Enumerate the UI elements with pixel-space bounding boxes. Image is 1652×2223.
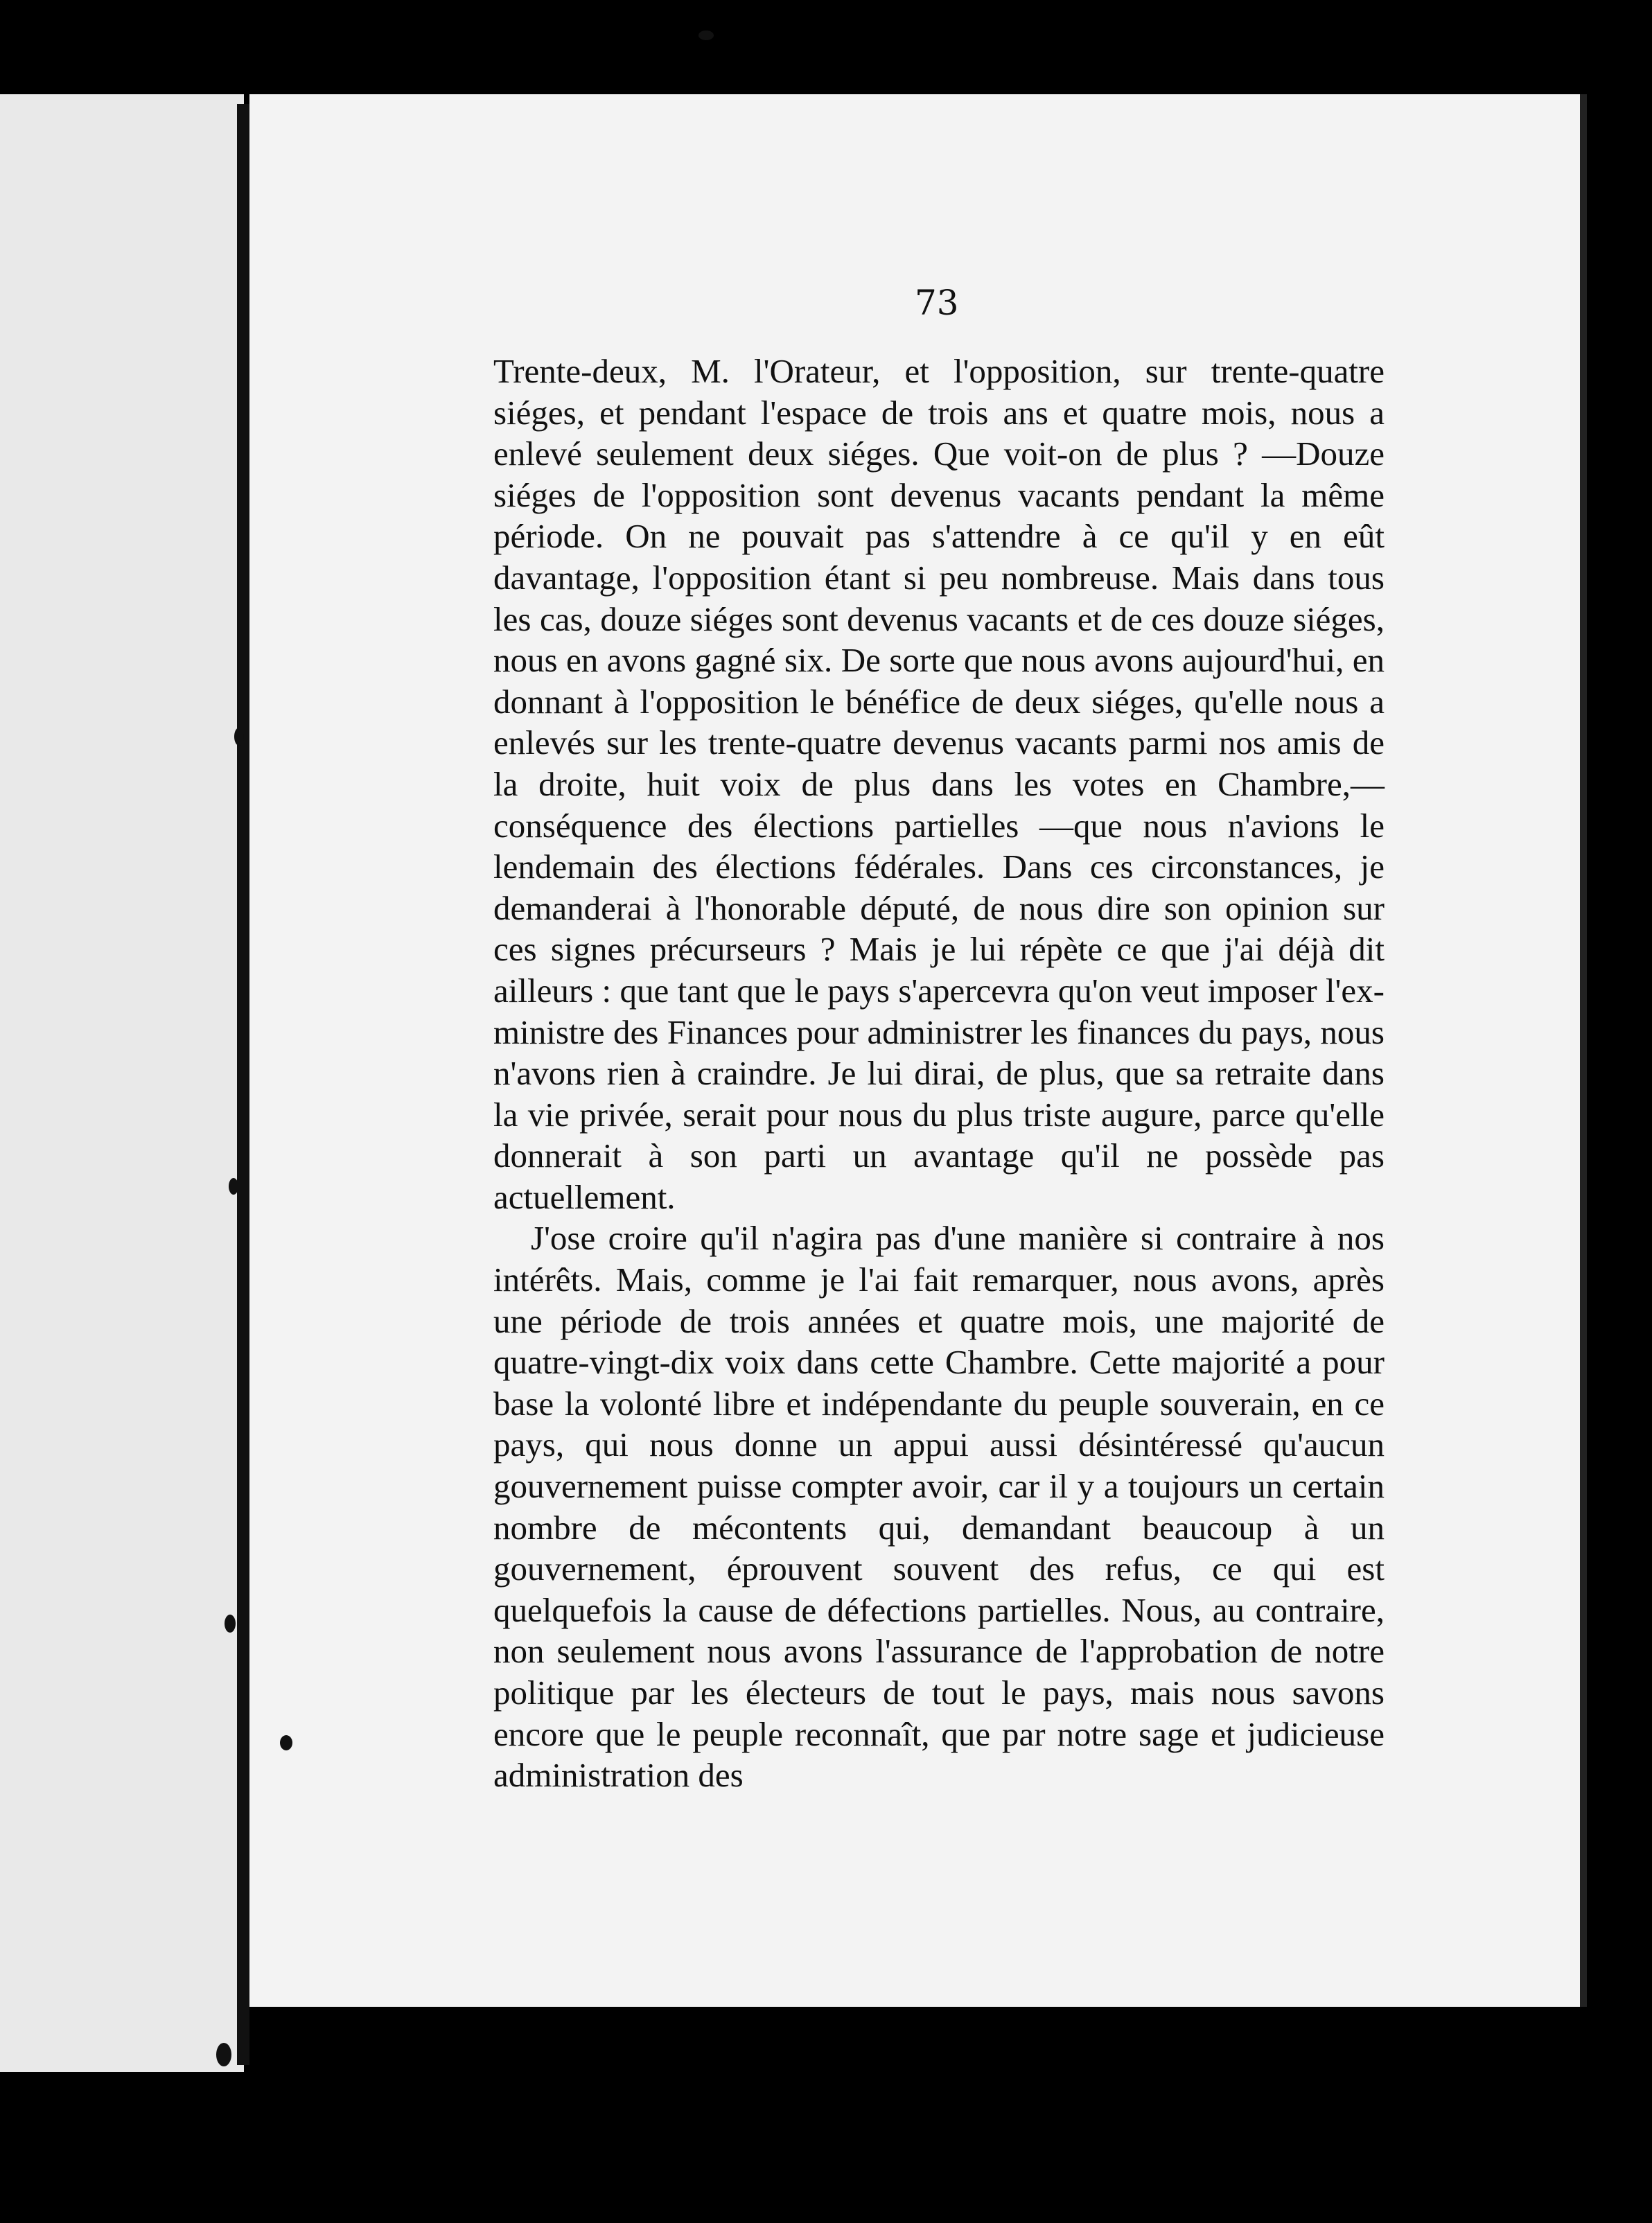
ink-speck [280,1735,292,1750]
ink-speck [229,1178,238,1195]
body-text [493,351,1385,1796]
paragraph: Trente-deux, M. l'Orateur, et l'opposition, sur trente-quatre siéges, et pendant l'espace de trois ans et quatre mois, nous a enlevé seulement deux siéges. Que voit-on de plus ? —Douze siéges de l'opposition sont devenus vacants pendant la même période. On ne pouvait pas s'attendre à ce qu'il y en eût davantage, l'opposition étant si peu nombreuse. Mais dans tous les cas, douze siéges sont devenus vacants et de ces douze siéges, nous en avons gagné six. De sorte que nous avons aujourd'hui, en donnant à l'opposition le bénéfice de deux siéges, qu'elle nous a enlevés sur les trente-quatre devenus vacants parmi nos amis de la droite, huit voix de plus dans les votes en Chambre,—conséquence des élections partielles —que nous n'avions le lendemain des élections fédérales. Dans ces circonstances, je demanderai à l'honorable député, de nous dire son opinion sur ces signes précurseurs ? Mais je lui répète ce que j'ai déjà dit ailleurs : que tant que le pays s'apercevra qu'on veut imposer l'ex-ministre des Finances pour administrer les finances du pays, nous n'avons rien à craindre. Je lui dirai, de plus, que sa retraite dans la vie privée, serait pour nous du plus triste augure, parce qu'elle donnerait à son parti un avantage qu'il ne possède pas actuellement. [493,352,1385,1216]
page-right-edge [1580,94,1587,2007]
ink-speck [234,728,244,746]
facing-page-margin [0,94,244,2072]
ink-speck [698,30,714,40]
paragraph: J'ose croire qu'il n'agira pas d'une manière si contraire à nos intérêts. Mais, comme je l'ai fait remarquer, nous avons, après une période de trois années et quatre mois, une majorité de quatre-vingt-dix voix dans cette Chambre. Cette majorité a pour base la volonté libre et indépendante du peuple souverain, en ce pays, qui nous donne un appui aussi désintéressé qu'aucun gouvernement puisse compter avoir, car il y a toujours un certain nombre de mécontents qui, demandant beaucoup à un gouvernement, éprouvent souvent des refus, ce qui est quelquefois la cause de défections partielles. Nous, au contraire, non seulement nous avons l'assurance de l'approbation de notre politique par les électeurs de tout le pays, mais nous savons encore que le peuple reconnaît, que par notre sage et judicieuse administration des [493,1219,1385,1795]
ink-speck [225,1615,236,1633]
ink-speck [216,2043,231,2066]
page-number: 73 [915,283,959,323]
page-binding-edge [237,104,249,2065]
